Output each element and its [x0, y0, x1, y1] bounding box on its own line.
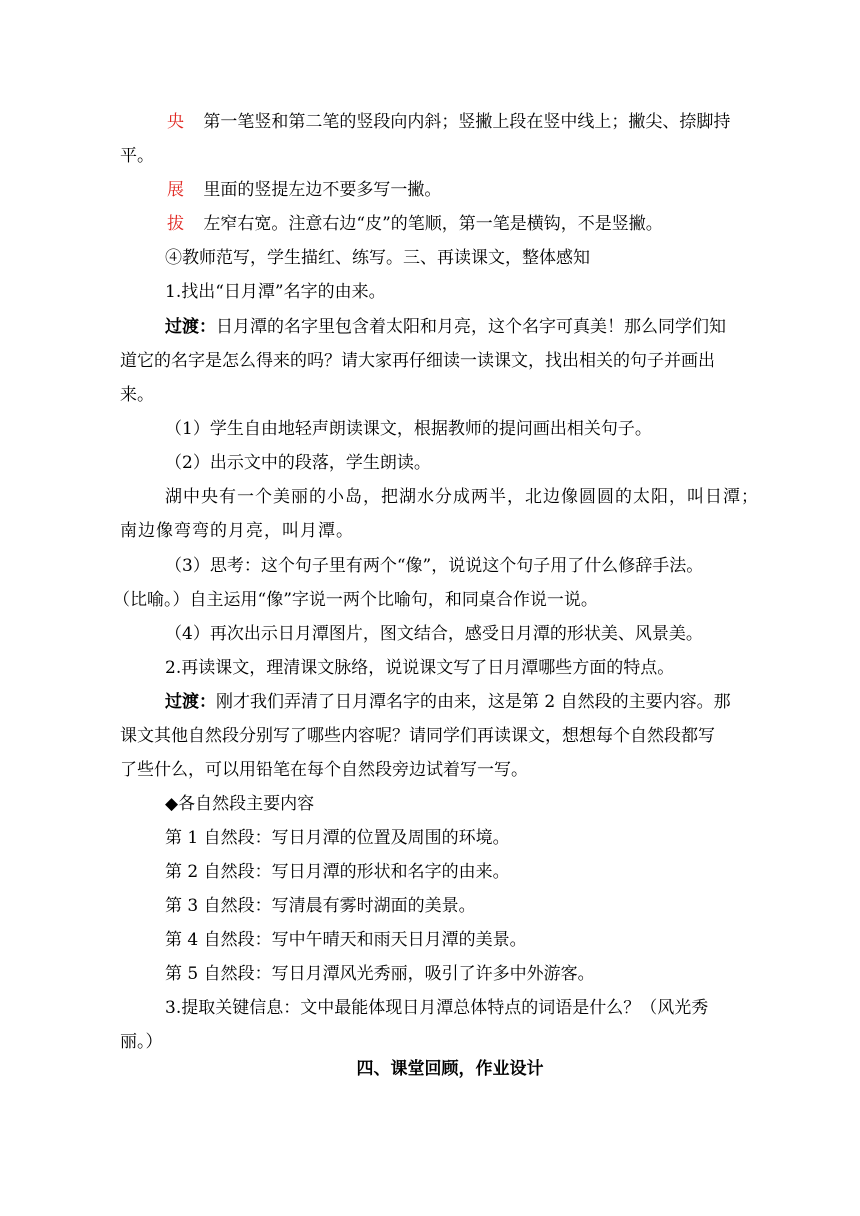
stroke-note-zhan [167, 179, 860, 201]
stroke-note-text: 第一笔竖和第二笔的竖段向内斜；竖撇上段在竖中线上；撇尖、捺脚持 [203, 112, 731, 132]
transition-2 [165, 691, 860, 713]
paragraph-summary: 第 5 自然段：写日月潭风光秀丽，吸引了许多中外游客。 [165, 964, 595, 984]
question-3-line-2: 丽。） [120, 1032, 163, 1052]
transition-1-line-2: 道它的名字是怎么得来的吗？请大家再仔细读一读课文，找出相关的句子并画出 [120, 351, 715, 371]
stroke-note-char: 展 [167, 180, 184, 200]
question-3: 3.提取关键信息：文中最能体现日月潭总体特点的词语是什么？（风光秀 [165, 998, 709, 1018]
transition-label: 过渡： [165, 317, 216, 337]
paragraph-summary: 第 2 自然段：写日月潭的形状和名字的由来。 [165, 862, 510, 882]
stroke-note-text: 左窄右宽。注意右边“皮”的笔顺，第一笔是横钩，不是竖撇。 [203, 214, 663, 234]
step-4: （4）再次出示日月潭图片，图文结合，感受日月潭的形状美、风景美。 [165, 624, 703, 644]
step-2: （2）出示文中的段落，学生朗读。 [165, 453, 431, 473]
stroke-note-char: 拔 [167, 214, 184, 234]
question-2: 2.再读课文，理清课文脉络，说说课文写了日月潭哪些方面的特点。 [165, 658, 675, 678]
transition-2-line-2: 课文其他自然段分别写了哪些内容呢？请同学们再读课文，想想每个自然段都写 [120, 726, 715, 746]
transition-1-line-3: 来。 [120, 385, 154, 405]
paragraph-summary: 第 4 自然段：写中午晴天和雨天日月潭的美景。 [165, 930, 527, 950]
stroke-note-text: 里面的竖提左边不要多写一撇。 [203, 180, 442, 200]
step-3-line-2: （比喻。）自主运用“像”字说一两个比喻句，和同桌合作说一说。 [113, 590, 598, 610]
transition-1 [165, 316, 860, 338]
stroke-note-char: 央 [167, 112, 184, 132]
transition-text: 日月潭的名字里包含着太阳和月亮，这个名字可真美！那么同学们知 [216, 317, 726, 337]
transition-text: 刚才我们弄清了日月潭名字的由来，这是第 2 自然段的主要内容。那 [216, 692, 731, 712]
stroke-note-ba [167, 213, 860, 235]
quoted-passage-line-2: 南边像弯弯的月亮，叫月潭。 [120, 521, 354, 541]
stroke-note-yang [167, 111, 860, 133]
teacher-demo-text: ④教师范写，学生描红、练写。三、再读课文，整体感知 [165, 248, 590, 268]
summary-heading: ◆各自然段主要内容 [165, 794, 315, 814]
transition-label: 过渡： [165, 692, 216, 712]
paragraph-summary: 第 3 自然段：写清晨有雾时湖面的美景。 [165, 896, 476, 916]
question-1: 1.找出“日月潭”名字的由来。 [165, 282, 386, 302]
transition-2-line-3: 了些什么，可以用铅笔在每个自然段旁边试着写一写。 [120, 760, 528, 780]
stroke-note-continuation: 平。 [120, 146, 154, 166]
quoted-passage-line-1: 湖中央有一个美丽的小岛，把湖水分成两半，北边像圆圆的太阳，叫日潭； [165, 487, 759, 507]
paragraph-summary: 第 1 自然段：写日月潭的位置及周围的环境。 [165, 828, 510, 848]
step-1: （1）学生自由地轻声朗读课文，根据教师的提问画出相关句子。 [165, 419, 652, 439]
section-4-title: 四、课堂回顾，作业设计 [356, 1059, 544, 1079]
step-3: （3）思考：这个句子里有两个“像”，说说这个句子用了什么修辞手法。 [165, 556, 704, 576]
